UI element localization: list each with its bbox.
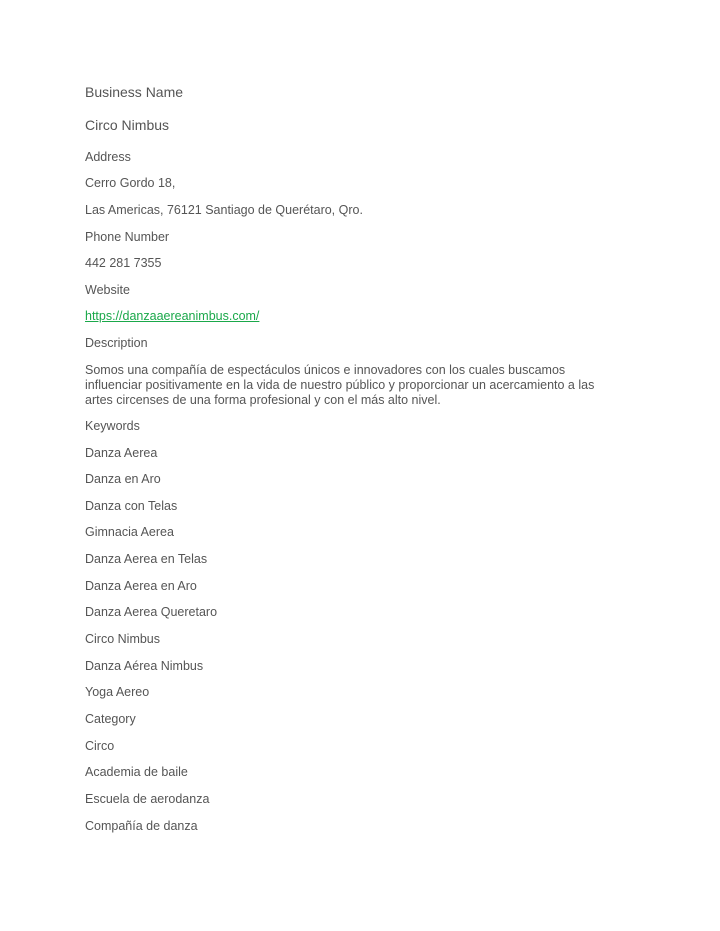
business-name-label: Business Name <box>85 84 184 100</box>
category-label: Category <box>85 712 136 726</box>
address-line1: Cerro Gordo 18, <box>85 176 176 190</box>
keyword-item: Danza Aerea <box>85 446 158 460</box>
website-label: Website <box>85 283 130 297</box>
keyword-item: Danza en Aro <box>85 472 161 486</box>
keyword-item: Circo Nimbus <box>85 632 161 646</box>
keyword-item: Danza Aerea en Aro <box>85 579 197 593</box>
category-item: Compañía de danza <box>85 819 198 833</box>
category-item: Circo <box>85 739 115 753</box>
keyword-item: Danza Aerea en Telas <box>85 552 208 566</box>
keyword-item: Danza con Telas <box>85 499 178 513</box>
address-label: Address <box>85 150 131 164</box>
keyword-item: Danza Aérea Nimbus <box>85 659 204 673</box>
category-item: Academia de baile <box>85 765 188 779</box>
description-label: Description <box>85 336 148 350</box>
keyword-item: Yoga Aereo <box>85 685 150 699</box>
keyword-item: Gimnacia Aerea <box>85 525 174 539</box>
category-item: Escuela de aerodanza <box>85 792 210 806</box>
phone-label: Phone Number <box>85 230 170 244</box>
phone-value: 442 281 7355 <box>85 256 162 270</box>
keywords-label: Keywords <box>85 419 140 433</box>
business-name-value: Circo Nimbus <box>85 117 170 133</box>
address-line2: Las Americas, 76121 Santiago de Querétaro, Qro. <box>85 203 363 217</box>
description-text: Somos una compañía de espectáculos únicos e innovadores con los cuales buscamos influenciar positivamente en la vida de nuestro público y proporcionar un acercamiento a las artes circenses de una forma profesional y con el más alto nivel. <box>85 363 595 407</box>
keyword-item: Danza Aerea Queretaro <box>85 605 218 619</box>
website-link[interactable]: https://danzaaereanimbus.com/ <box>85 309 260 323</box>
